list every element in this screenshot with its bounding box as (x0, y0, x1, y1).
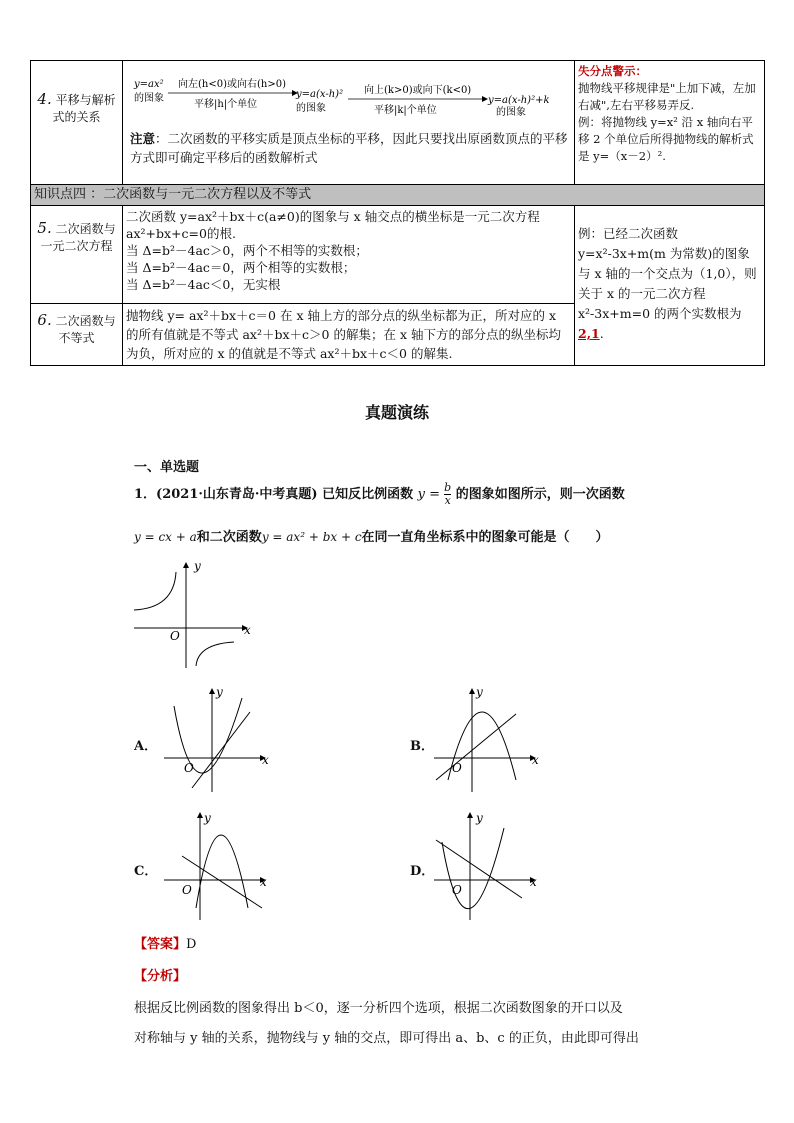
analysis-line-1: 根据反比例函数的图象得出 b＜0，逐一分析四个选项，根据二次函数图象的开口以及 (134, 1001, 623, 1016)
arrow-1-bottom: 平移|h|个单位 (194, 99, 258, 110)
table-row (31, 61, 765, 185)
section-heading: 一、单选题 (134, 460, 200, 475)
formula-2: y=a(x-h)² (296, 89, 344, 100)
row4-content (123, 61, 575, 185)
hyperbola-branch-left (134, 572, 176, 610)
row4-note: 注意：二次函数的平移实质是顶点坐标的平移，因此只要找出原函数顶点的平移方式即可确定平移后的函数解析式 (130, 131, 568, 165)
line (192, 712, 250, 788)
svg-text:y: y (216, 685, 223, 699)
option-a-label[interactable]: A． (134, 739, 158, 754)
table-row (31, 206, 765, 304)
row4-label: 4. 平移与解析式的关系 (31, 61, 123, 185)
answer: 【答案】D (134, 937, 197, 952)
row56-example: 例：已经二次函数 y=x²-3x+m(m 为常数)的图象与 x 轴的一个交点为（1,0），则关于 x 的一元二次方程 x²-3x+m=0 的两个实数根为 2,1. (575, 206, 765, 366)
origin-label: O (170, 629, 180, 643)
option-d-graph[interactable] (430, 808, 550, 924)
line (436, 840, 522, 898)
row5-label: 5. 二次函数与一元二次方程 (31, 206, 123, 304)
svg-text:y: y (476, 811, 483, 825)
row6-content: 抛物线 y= ax²＋bx＋c＝0 在 x 轴上方的部分点的纵坐标都为正，所对应的 x 的所有值就是不等式 ax²＋bx＋c＞0 的解集；在 x 轴下方的部分点的纵坐标均为负，所对应的 x 的值就是不等式 ax²＋bx＋c＜0 的解集. (123, 304, 575, 366)
option-c-graph[interactable] (160, 808, 280, 924)
svg-text:x: x (532, 753, 539, 767)
section-row (31, 185, 765, 206)
analysis-heading: 【分析】 (134, 969, 187, 984)
y-label: y (194, 559, 201, 573)
translation-diagram (126, 63, 572, 129)
row6-label: 6. 二次函数与不等式 (31, 304, 123, 366)
arrow-1-top: 向左(h<0)或向右(h>0) (178, 79, 286, 90)
formula-3-sub: 的图象 (496, 107, 526, 118)
svg-text:O: O (184, 761, 194, 775)
question-line-1: 1．(2021·山东青岛·中考真题) 已知反比例函数 y = $\frac{b}{x}$ 的图象如图所示，则一次函数 (134, 481, 625, 507)
arrow-2-top: 向上(k>0)或向下(k<0) (364, 85, 472, 96)
formula-1-sub: 的图象 (134, 93, 164, 104)
svg-text:x: x (262, 753, 269, 767)
svg-text:O: O (182, 883, 192, 897)
arrow-2-bottom: 平移|k|个单位 (374, 105, 437, 116)
svg-text:O: O (452, 761, 462, 775)
svg-text:y: y (204, 811, 211, 825)
x-label: x (244, 623, 251, 637)
section-4-heading: 知识点四 ：二次函数与一元二次方程以及不等式 (31, 185, 765, 206)
reference-graph (130, 558, 260, 670)
option-d-label[interactable]: D． (410, 864, 435, 879)
formula-3: y=a(x-h)²+k (488, 95, 550, 106)
svg-text:O: O (452, 883, 462, 897)
hyperbola-branch-right (196, 642, 234, 666)
question-line-2: y = cx + a和二次函数y = ax² + bx + c在同一直角坐标系中的图象可能是（ ） (134, 530, 609, 545)
option-c-label[interactable]: C． (134, 864, 158, 879)
option-b-label[interactable]: B． (410, 739, 434, 754)
row4-warning: 失分点警示： 抛物线平移规律是"上加下减，左加右减",左右平移易弄反. 例：将抛物线 y=x² 沿 x 轴向右平移 2 个单位后所得抛物线的解析式是 y=（x－2）². (575, 61, 765, 185)
option-a-graph[interactable] (160, 684, 280, 794)
line (182, 856, 262, 908)
parabola (196, 835, 248, 908)
fraction: $\frac{b}{x}$ (444, 481, 452, 507)
option-b-graph[interactable] (430, 684, 550, 794)
analysis-line-2: 对称轴与 y 轴的关系，抛物线与 y 轴的交点，即可得出 a、b、c 的正负，由此即可得出 (134, 1031, 639, 1046)
formula-2-sub: 的图象 (296, 103, 326, 114)
svg-text:x: x (260, 875, 267, 889)
example-answer: 2,1 (578, 326, 600, 341)
row5-content: 二次函数 y=ax²＋bx＋c(a≠0)的图象与 x 轴交点的横坐标是一元二次方程 ax²+bx+c=0的根. 当 Δ=b²－4ac＞0，两个不相等的实数根； 当 Δ=b²－4ac＝0，两个相等的实数根； 当 Δ=b²－4ac＜0，无实根 (123, 206, 575, 304)
formula-1: y=ax² (134, 79, 164, 90)
svg-text:y: y (476, 685, 483, 699)
page-title: 真题演练 (364, 403, 429, 422)
line (436, 714, 516, 780)
svg-text:x: x (530, 875, 537, 889)
knowledge-table (30, 60, 765, 366)
